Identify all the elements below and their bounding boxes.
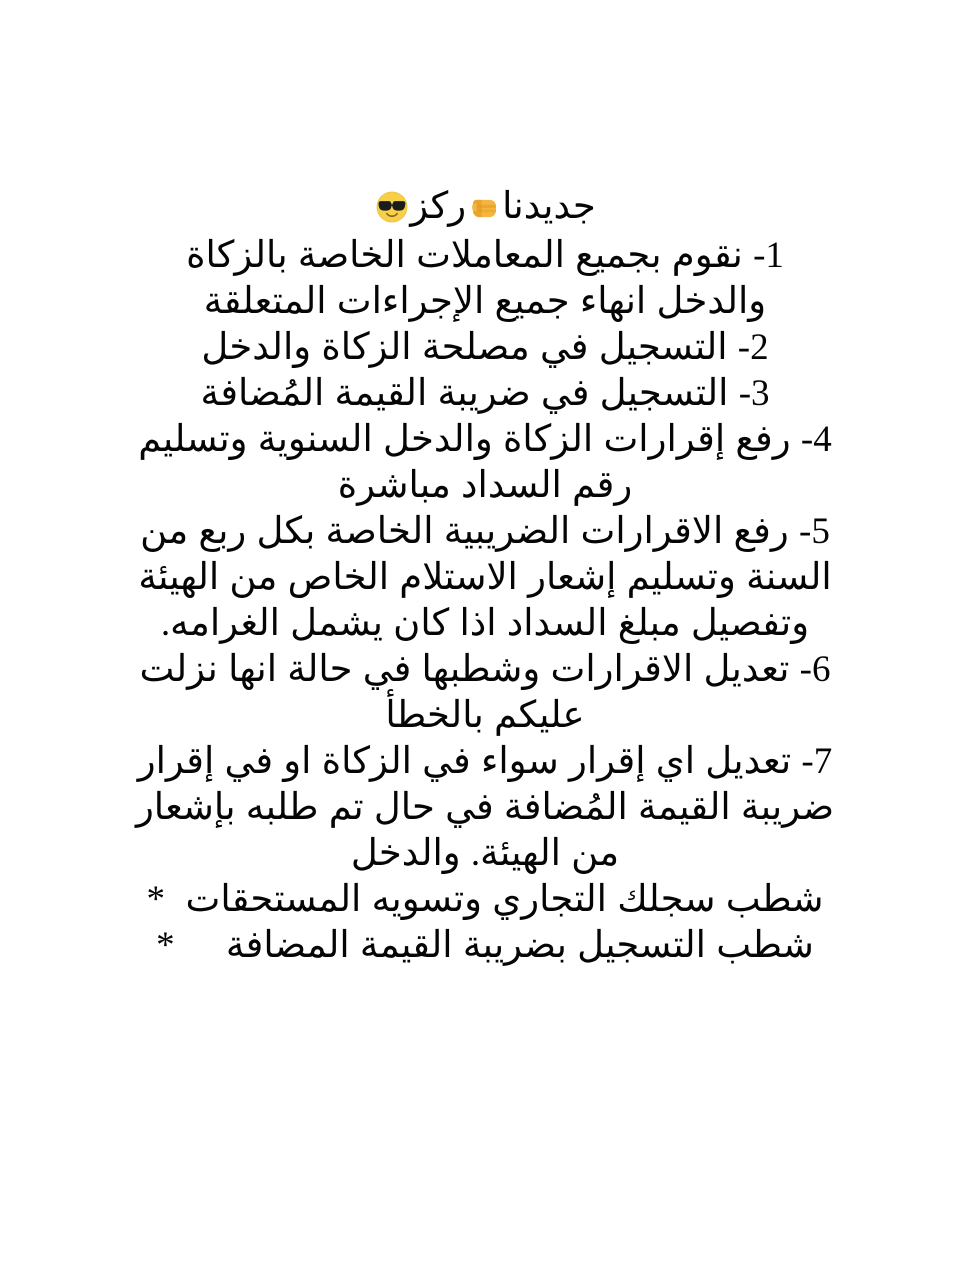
list-item-1-number: 1 [765,235,784,276]
list-item-4-number: 4 [813,419,832,460]
oncoming-fist-emoji [466,189,502,225]
list-item-5-text: رفع الاقرارات الضريبية الخاصة بكل ربع من السنة وتسليم إشعار الاستلام الخاص من الهيئة وتفصيل مبلغ السداد اذا كان يشمل الغرامه. [138,511,832,644]
list-item-6 [128,647,842,739]
list-item-2-text: التسجيل في مصلحة الزكاة والدخل [201,327,728,368]
list-item-2-separator: - [737,327,751,368]
list-item-1-separator: - [753,235,766,276]
list-item-5 [128,509,842,647]
list-item-2 [128,325,842,371]
list-item-7-number: 7 [813,741,833,782]
list-item-6-separator: - [799,649,812,690]
list-item-3-text: التسجيل في ضريبة القيمة المُضافة [200,373,729,414]
list-item-2-number: 2 [750,327,769,368]
list-item-4-text: رفع إقرارات الزكاة والدخل السنوية وتسليم رقم السداد مباشرة [138,419,791,506]
headline-lead-text: جديدنا [502,186,596,227]
list-item-7-separator: - [801,741,814,782]
smiling-face-with-sunglasses-emoji [374,189,410,225]
list-item-3-separator: - [738,373,752,414]
list-item-1 [128,233,842,325]
list-item-3 [128,371,842,417]
list-item-7-text: تعديل اي إقرار سواء في الزكاة او في إقرار ضريبة القيمة المُضافة في حال تم طلبه بإشعار من الهيئة. والدخل [135,741,835,874]
bullet-item-2-marker: * [156,925,175,966]
list-item-6-text: تعديل الاقرارات وشطبها في حالة انها نزلت عليكم بالخطأ [139,649,790,736]
headline-emphasis-text: ركز [410,186,467,227]
list-item-4-separator: - [800,419,814,460]
bullet-item-2 [128,923,842,969]
list-item-5-separator: - [799,511,812,552]
bullet-item-2-text: شطب التسجيل بضريبة القيمة المضافة [225,925,814,966]
headline-line [128,182,842,232]
list-item-7 [128,739,842,877]
bullet-item-1-marker: * [146,879,166,920]
announcement-text-block [128,182,842,969]
list-item-1-text: نقوم بجميع المعاملات الخاصة بالزكاة والدخل انهاء جميع الإجراءات المتعلقة [186,235,767,322]
list-item-5-number: 5 [811,511,830,552]
bullet-item-1 [128,877,842,923]
list-item-3-number: 3 [751,373,770,414]
list-item-6-number: 6 [811,649,831,690]
list-item-4 [128,417,842,509]
bullet-item-1-text: شطب سجلك التجاري وتسويه المستحقات [185,879,824,920]
